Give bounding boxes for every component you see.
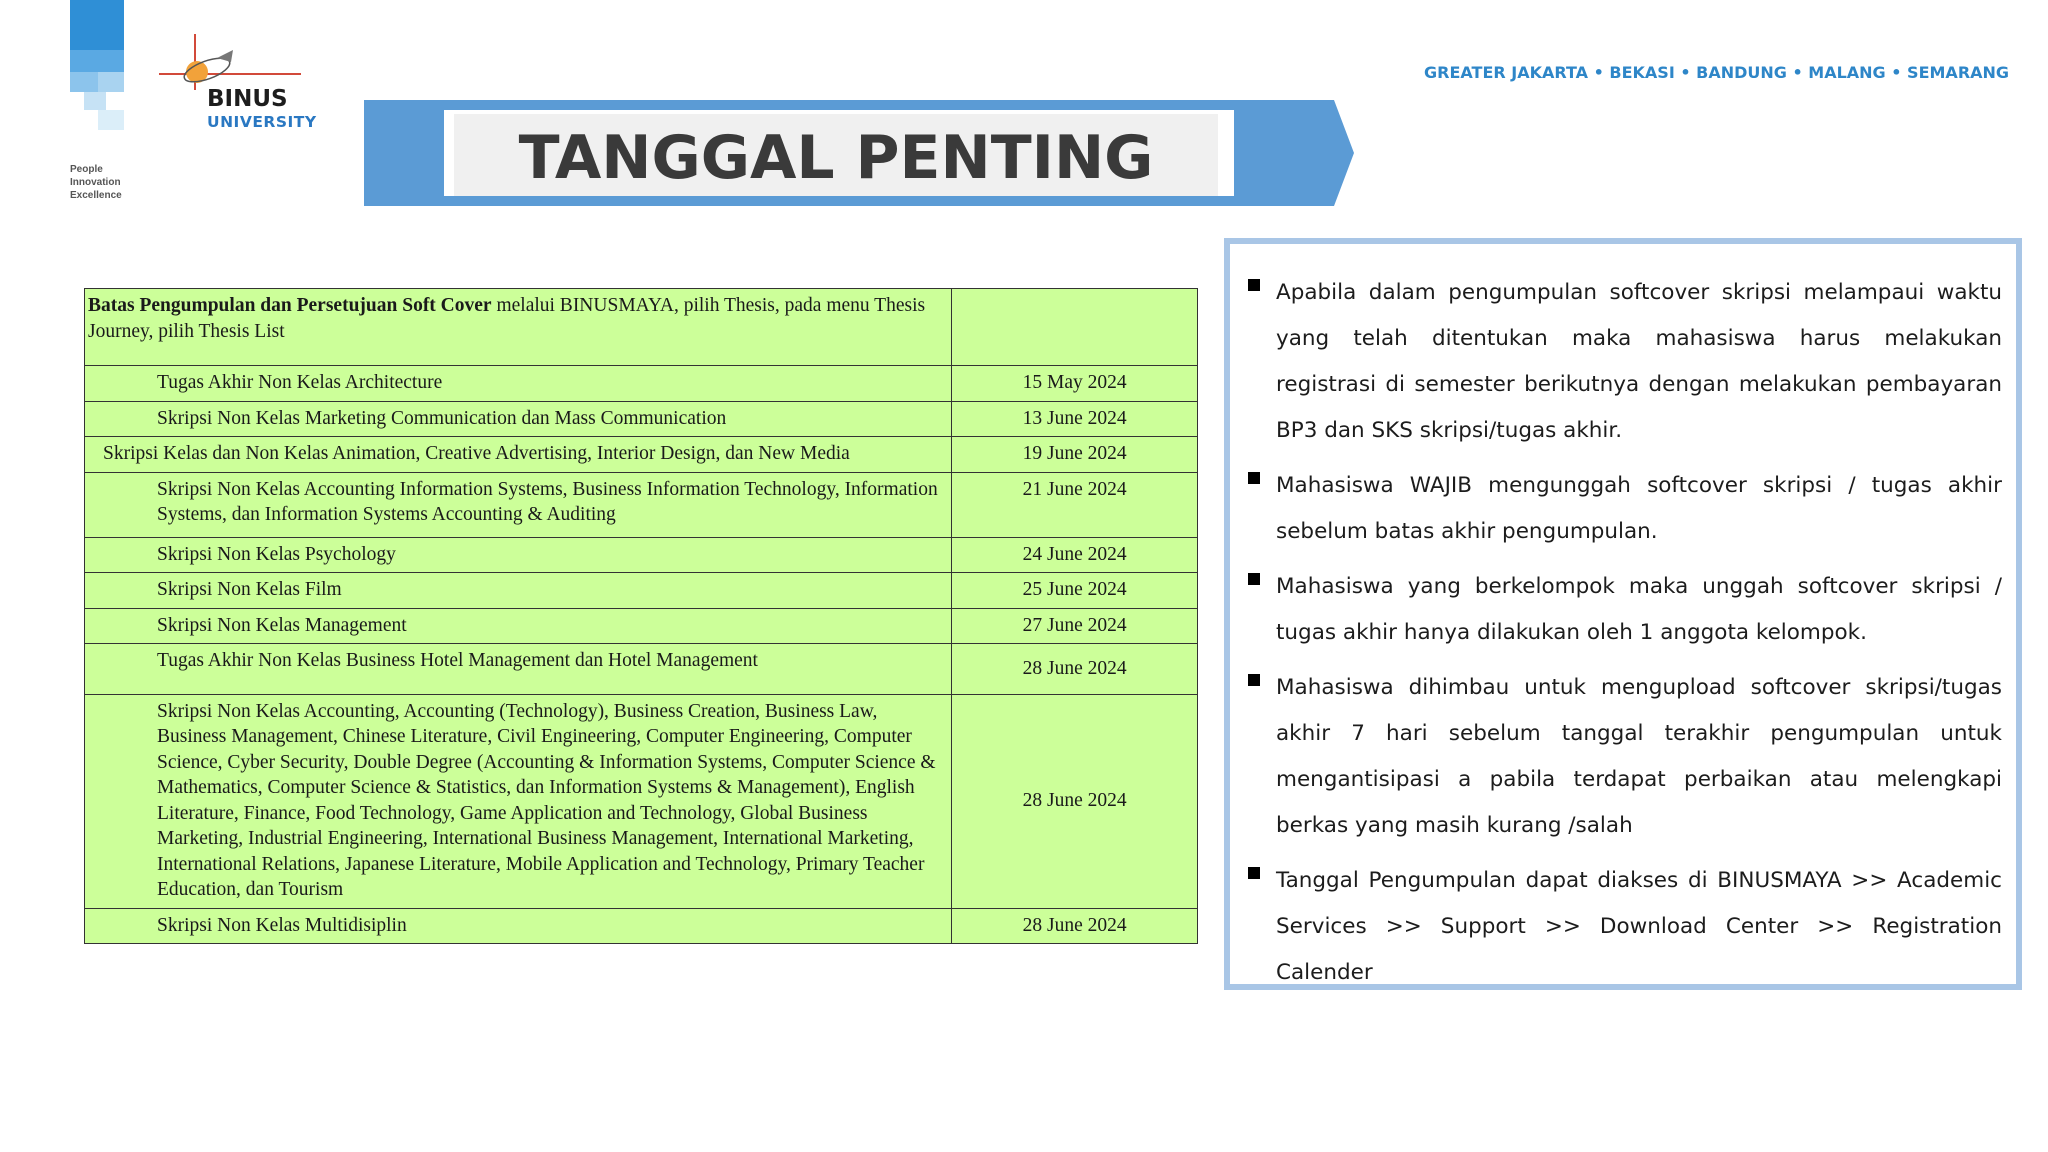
campus-list: GREATER JAKARTA • BEKASI • BANDUNG • MALANG • SEMARANG [1424, 63, 2010, 82]
row-label: Skripsi Non Kelas Marketing Communication dan Mass Communication [85, 401, 952, 437]
header-bold-label: Batas Pengumpulan dan Persetujuan Soft Cover [88, 295, 492, 316]
row-label: Tugas Akhir Non Kelas Business Hotel Management dan Hotel Management [85, 644, 952, 695]
square-bullet-icon [1248, 573, 1260, 585]
note-text: Tanggal Pengumpulan dapat diakses di BINUSMAYA >> Academic Services >> Support >> Download Center >> Registration Calender [1276, 868, 2002, 985]
note-item [1246, 463, 2002, 555]
table-row [85, 908, 1198, 944]
row-label: Tugas Akhir Non Kelas Architecture [85, 366, 952, 402]
row-label: Skripsi Non Kelas Accounting, Accounting (Technology), Business Creation, Business Law, Business Management, Chinese Literature, Civil Engineering, Computer Engineering, Computer Science, Cyber Security, Double Degree (Accounting & Information Systems, Computer Science & Mathematics, Computer Science & Statistics, dan Information Systems & Management), English Literature, Finance, Food Technology, Game Application and Technology, Global Business Marketing, Industrial Engineering, International Business Management, International Marketing, International Relations, Japanese Literature, Mobile Application and Technology, Primary Teacher Education, dan Tourism [85, 694, 952, 908]
square-bullet-icon [1248, 472, 1260, 484]
row-date: 15 May 2024 [952, 366, 1198, 402]
brand-color-strip [70, 0, 124, 132]
square-bullet-icon [1248, 674, 1260, 686]
row-date: 28 June 2024 [952, 644, 1198, 695]
row-date: 28 June 2024 [952, 908, 1198, 944]
row-date: 24 June 2024 [952, 537, 1198, 573]
row-label: Skripsi Kelas dan Non Kelas Animation, Creative Advertising, Interior Design, dan New Media [85, 437, 952, 473]
row-date: 28 June 2024 [952, 694, 1198, 908]
motto-line: People [70, 164, 103, 175]
row-label: Skripsi Non Kelas Accounting Information Systems, Business Information Technology, Information Systems, dan Information Systems Accounting & Auditing [85, 472, 952, 537]
notes-box [1224, 238, 2022, 990]
table-row [85, 694, 1198, 908]
table-row [85, 366, 1198, 402]
row-label: Skripsi Non Kelas Psychology [85, 537, 952, 573]
square-bullet-icon [1248, 279, 1260, 291]
note-text: Mahasiswa yang berkelompok maka unggah softcover skripsi / tugas akhir hanya dilakukan oleh 1 anggota kelompok. [1276, 574, 2002, 645]
note-item [1246, 858, 2002, 996]
brand-subtitle: UNIVERSITY [207, 113, 317, 131]
header-rest-label: melalui BINUSMAYA, pilih Thesis, pada menu Thesis Journey, pilih Thesis List [88, 295, 926, 342]
note-item [1246, 270, 2002, 454]
table-row [85, 472, 1198, 537]
row-date: 25 June 2024 [952, 573, 1198, 609]
note-text: Apabila dalam pengumpulan softcover skripsi melampaui waktu yang telah ditentukan maka mahasiswa harus melakukan registrasi di semester berikutnya dengan melakukan pembayaran BP3 dan SKS skripsi/tugas akhir. [1276, 280, 2002, 443]
note-text: Mahasiswa WAJIB mengunggah softcover skripsi / tugas akhir sebelum batas akhir pengumpulan. [1276, 473, 2002, 544]
motto-line: Innovation [70, 177, 121, 188]
motto-line: Excellence [70, 190, 122, 201]
brand-motto [70, 163, 160, 202]
row-date: 27 June 2024 [952, 608, 1198, 644]
table-header-date [952, 289, 1198, 366]
table-row [85, 437, 1198, 473]
page-title: TANGGAL PENTING [518, 123, 1154, 193]
row-date: 13 June 2024 [952, 401, 1198, 437]
note-item [1246, 564, 2002, 656]
table-row [85, 608, 1198, 644]
important-dates-table [84, 288, 1198, 944]
row-date: 19 June 2024 [952, 437, 1198, 473]
row-label: Skripsi Non Kelas Film [85, 573, 952, 609]
table-row [85, 573, 1198, 609]
row-label: Skripsi Non Kelas Management [85, 608, 952, 644]
note-item [1246, 665, 2002, 849]
row-date: 21 June 2024 [952, 472, 1198, 537]
table-row [85, 644, 1198, 695]
note-text: Mahasiswa dihimbau untuk mengupload softcover skripsi/tugas akhir 7 hari sebelum tanggal terakhir pengumpulan untuk mengantisipasi a pabila terdapat perbaikan atau melengkapi berkas yang masih kurang /salah [1276, 675, 2002, 838]
table-row [85, 401, 1198, 437]
table-header-cell [85, 289, 952, 366]
table-header-row [85, 289, 1198, 366]
row-label: Skripsi Non Kelas Multidisiplin [85, 908, 952, 944]
square-bullet-icon [1248, 867, 1260, 879]
brand-name: BINUS [207, 86, 288, 112]
table-row [85, 537, 1198, 573]
